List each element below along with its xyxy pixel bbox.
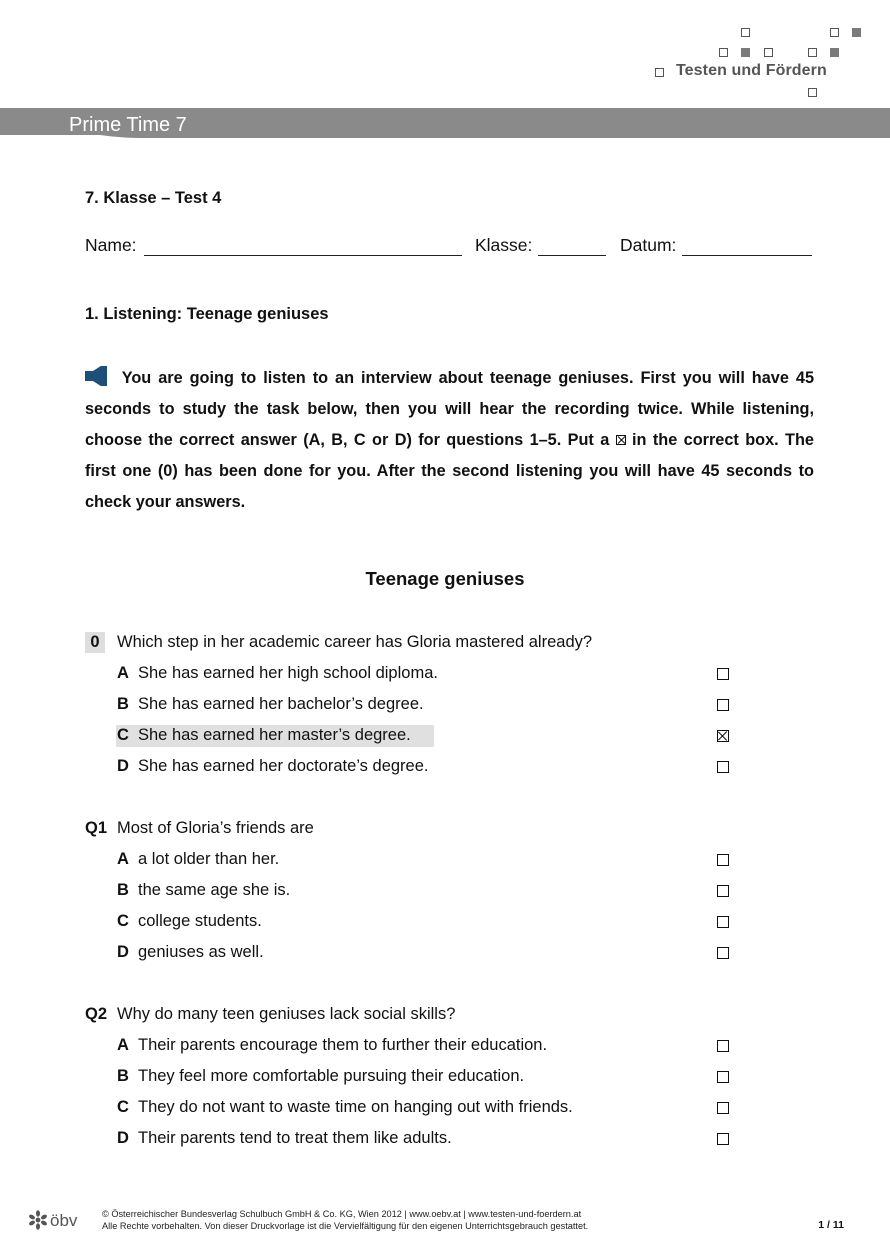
- option-text: Their parents encourage them to further their education.: [138, 1036, 548, 1054]
- option-letter: B: [117, 1067, 129, 1085]
- answer-checkbox[interactable]: [717, 1102, 729, 1114]
- brand-name: Testen und Fördern: [676, 62, 827, 79]
- option-letter: A: [117, 664, 129, 682]
- option-text: She has earned her high school diploma.: [138, 664, 438, 682]
- question-text: Why do many teen geniuses lack social skills?: [117, 1005, 456, 1023]
- question-text: Most of Gloria’s friends are: [117, 819, 314, 837]
- date-label: Datum:: [620, 235, 677, 255]
- name-field[interactable]: [144, 255, 462, 256]
- question-number: Q2: [85, 1005, 108, 1023]
- option-text: She has earned her master’s degree.: [138, 726, 411, 744]
- checked-box-icon: [616, 435, 626, 445]
- answer-checkbox[interactable]: [717, 699, 729, 711]
- answer-checkbox[interactable]: [717, 1071, 729, 1083]
- option-letter: D: [117, 1129, 129, 1147]
- date-field[interactable]: [682, 255, 812, 256]
- question-text: Which step in her academic career has Gloria mastered already?: [117, 633, 593, 651]
- question-number: Q1: [85, 819, 108, 837]
- instruction-text-2: in the correct box. The first one (0) has been done for you. After the second listening you will have 45 seconds to check your answers.: [85, 431, 814, 511]
- task-title: Teenage geniuses: [365, 568, 525, 589]
- answer-checkbox[interactable]: [717, 1040, 729, 1052]
- answer-checkbox[interactable]: [717, 1133, 729, 1145]
- answer-checkbox-checked[interactable]: [717, 730, 729, 742]
- option-letter: C: [117, 726, 129, 744]
- option-letter: B: [117, 695, 129, 713]
- option-letter: A: [117, 1036, 129, 1054]
- option-text: the same age she is.: [138, 881, 291, 899]
- page-number: 1 / 11: [818, 1219, 844, 1231]
- option-text: She has earned her bachelor’s degree.: [138, 695, 424, 713]
- class-label: Klasse:: [475, 235, 533, 255]
- publisher-logo-text: öbv: [50, 1211, 78, 1230]
- option-text: They do not want to waste time on hanging out with friends.: [138, 1098, 573, 1116]
- option-text: a lot older than her.: [138, 850, 280, 868]
- option-letter: C: [117, 912, 129, 930]
- option-letter: B: [117, 881, 129, 899]
- option-letter: C: [117, 1098, 129, 1116]
- question-number: 0: [85, 632, 105, 653]
- name-label: Name:: [85, 235, 137, 255]
- option-text: They feel more comfortable pursuing their education.: [138, 1067, 525, 1085]
- option-text: geniuses as well.: [138, 943, 264, 961]
- option-letter: D: [117, 943, 129, 961]
- option-letter: A: [117, 850, 129, 868]
- class-field[interactable]: [538, 255, 606, 256]
- answer-checkbox[interactable]: [717, 916, 729, 928]
- answer-checkbox[interactable]: [717, 947, 729, 959]
- answer-checkbox[interactable]: [717, 668, 729, 680]
- footer-copyright: © Österreichischer Bundesverlag Schulbuch GmbH & Co. KG, Wien 2012 | www.oebv.at | www.testen-und-foerdern.at: [102, 1209, 582, 1219]
- test-heading: 7. Klasse – Test 4: [85, 189, 222, 207]
- footer-rights: Alle Rechte vorbehalten. Von dieser Druckvorlage ist die Vervielfältigung für den eigenen Unterrichtsgebrauch gestattet.: [102, 1221, 589, 1231]
- answer-checkbox[interactable]: [717, 885, 729, 897]
- option-text: Their parents tend to treat them like adults.: [138, 1129, 452, 1147]
- option-letter: D: [117, 757, 129, 775]
- answer-checkbox[interactable]: [717, 854, 729, 866]
- section-heading: 1. Listening: Teenage geniuses: [85, 305, 329, 323]
- instructions: [85, 363, 814, 518]
- publisher-logo: [29, 1209, 89, 1231]
- instruction-text-1: You are going to listen to an interview about teenage geniuses. First you will have 45 seconds to study the task below, then you will hear the recording twice. While listening, choose the correct answer (A, B, C or D) for questions 1–5. Put a: [85, 369, 815, 449]
- speaker-icon: [85, 366, 115, 386]
- option-text: college students.: [138, 912, 262, 930]
- header-title: Prime Time 7: [69, 114, 187, 136]
- option-text: She has earned her doctorate’s degree.: [138, 757, 429, 775]
- answer-checkbox[interactable]: [717, 761, 729, 773]
